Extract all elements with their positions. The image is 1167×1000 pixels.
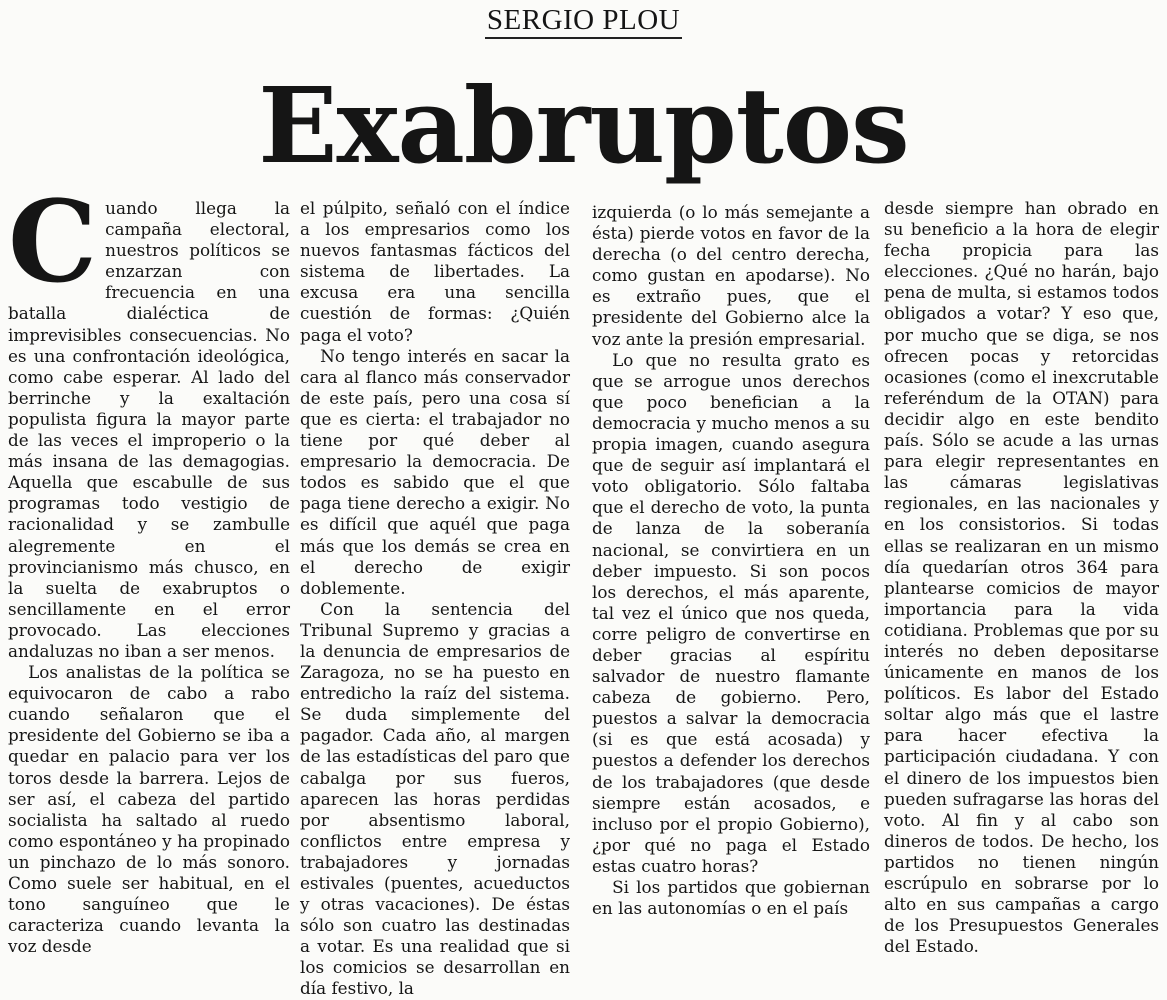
article-paragraph: Si los partidos que gobiernan en las autonomías o en el país [592,877,870,919]
byline-container [0,4,1167,39]
article-column-2 [300,198,570,999]
author-byline: SERGIO PLOU [485,4,682,39]
article-headline: Exabruptos [258,64,909,187]
article-column-3 [592,202,870,922]
article-paragraph: Con la sentencia del Tribunal Supremo y gracias a la denuncia de empresarios de Zaragoza, no se ha puesto en entredicho la raíz del sistema. Se duda simplemente del pagador. Cada año, al margen de las estadísticas del paro que cabalga por sus fueros, aparecen las horas perdidas por absentismo laboral, conflictos entre empresa y trabajadores y jornadas estivales (puentes, acueductos y otras vacaciones). De éstas sólo son cuatro las destinadas a votar. Es una realidad que si los comicios se desarrollan en día festivo, la [300,598,570,999]
article-paragraph [8,177,290,662]
article-paragraph: desde siempre han obrado en su beneficio a la hora de elegir fecha propicia para las elecciones. ¿Qué no harán, bajo pena de multa, si estamos todos obligados a votar? Y eso que, por mucho que se diga, se nos ofrecen pocas y retorcidas ocasiones (como el inexcrutable referéndum de la OTAN) para decidir algo en este bendito país. Sólo se acude a las urnas para elegir representantes en las cámaras legislativas regionales, en las nacionales y en los consistorios. Si todas ellas se realizaran en un mismo día quedarían otros 364 para plantearse comicios de mayor importancia para la vida cotidiana. Problemas que por su interés no deben depositarse únicamente en manos de los políticos. Es labor del Estado soltar algo más que el lastre para hacer efectiva la participación ciudadana. Y con el dinero de los impuestos bien pueden sufragarse las horas del voto. Al fin y al cabo son dineros de todos. De hecho, los partidos no tienen ningún escrúpulo en sobrarse por lo alto en sus campañas a cargo de los Presupuestos Generales del Estado. [884,198,1159,957]
drop-cap: C [8,177,98,308]
article-column-4 [884,198,1159,957]
article-paragraph: Lo que no resulta grato es que se arrogue unos derechos que poco benefician a la democracia y mucho menos a su propia imagen, cuando asegura que de seguir así implantará el voto obligatorio. Sólo faltaba que el derecho de voto, la punta de lanza de la soberanía nacional, se convirtiera en un deber impuesto. Si son pocos los derechos, el más aparente, tal vez el único que nos queda, corre peligro de convertirse en deber gracias al espíritu salvador de nuestro flamante cabeza de gobierno. Pero, puestos a salvar la democracia (si es que está acosada) y puestos a defender los derechos de los trabajadores (que desde siempre están acosados, e incluso por el propio Gobierno), ¿por qué no paga el Estado estas cuatro horas? [592,349,870,876]
article-paragraph: izquierda (o lo más semejante a ésta) pierde votos en favor de la derecha (o del centro derecha, como gustan en apodarse). No es extraño pues, que el presidente del Gobierno alce la voz ante la presión empresarial. [592,202,870,349]
paragraph-text: uando llega la campaña electoral, nuestros políticos se enzarzan con frecuencia en una batalla dialéctica de imprevisibles consecuencias. No es una confrontación ideológica, como cabe esperar. Al lado del berrinche y la exaltación populista figura la mayor parte de las veces el improperio o la más insana de las demagogias. Aquella que escabulle de sus programas todo vestigio de racionalidad y se zambulle alegremente en el provincianismo más chusco, en la suelta de exabruptos o sencillamente en el error provocado. Las elecciones andaluzas no iban a ser menos. [8,198,290,661]
article-paragraph: Los analistas de la política se equivocaron de cabo a rabo cuando señalaron que el presidente del Gobierno se iba a quedar en palacio para ver los toros desde la barrera. Lejos de ser así, el cabeza del partido socialista ha saltado al ruedo como espontáneo y ha propinado un pinchazo de lo más sonoro. Como suele ser habitual, en el tono sanguíneo que le caracteriza cuando levanta la voz desde [8,662,290,957]
article-paragraph: el púlpito, señaló con el índice a los empresarios como los nuevos fantasmas fácticos del sistema de libertades. La excusa era una sencilla cuestión de formas: ¿Quién paga el voto? [300,198,570,345]
article-column-1 [8,177,290,957]
article-paragraph: No tengo interés en sacar la cara al flanco más conservador de este país, pero una cosa sí que es cierta: el trabajador no tiene por qué deber al empresario la democracia. De todos es sabido que el que paga tiene derecho a exigir. No es difícil que aquél que paga más que los demás se crea en el derecho de exigir doblemente. [300,345,570,598]
